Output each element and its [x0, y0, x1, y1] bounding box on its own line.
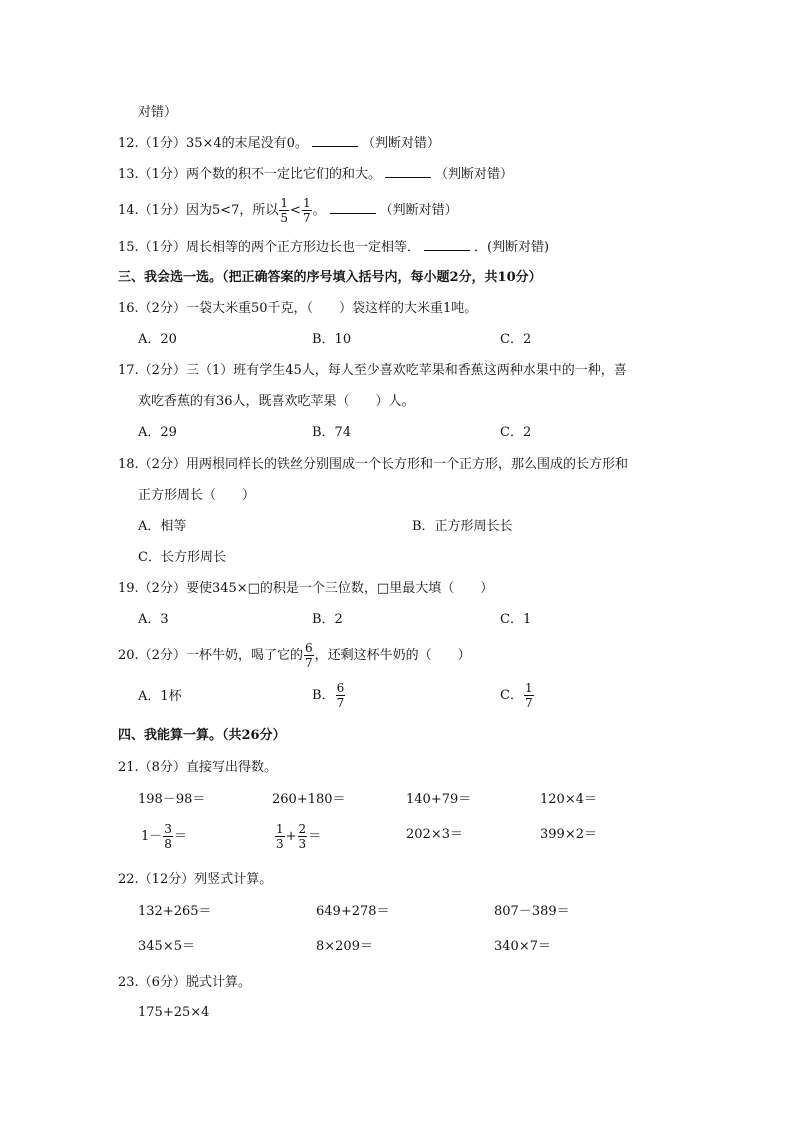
fraction-1-5: $\frac{1}{5}$: [280, 196, 289, 225]
question-12: [118, 134, 440, 153]
calc-22-2: 649+278＝: [316, 904, 390, 919]
question-21: 21.（8分）直接写出得数。: [118, 760, 277, 775]
answer-blank-15[interactable]: [424, 238, 470, 251]
answer-blank-13[interactable]: [385, 165, 431, 178]
option-20-b-label: B．: [312, 688, 335, 703]
option-20-c[interactable]: [500, 681, 535, 710]
calc-22-6: 340×7＝: [494, 939, 551, 954]
fraction-6-7-option: $\frac{6}{7}$: [336, 681, 345, 710]
question-22: 22.（12分）列竖式计算。: [118, 872, 273, 887]
question-18-line-2: 正方形周长（ ）: [138, 488, 256, 503]
calc-22-5: 8×209＝: [316, 939, 373, 954]
question-20: [118, 641, 471, 670]
section-4-heading: 四、我能算一算。（共26分）: [118, 728, 286, 743]
less-than-sign: <: [290, 203, 301, 218]
period: 。: [312, 203, 326, 218]
calc-21-8: 399×2＝: [540, 827, 597, 842]
option-18-b[interactable]: B．正方形周长长: [412, 519, 513, 534]
question-15-text: 15.（1分）周长相等的两个正方形边长也一定相等．: [118, 240, 420, 255]
fraction-1-3: $\frac{1}{3}$: [276, 822, 284, 851]
fraction-1-7-option: $\frac{1}{7}$: [524, 681, 533, 710]
calc-21-3: 140+79＝: [406, 792, 472, 807]
question-16: 16.（2分）一袋大米重50千克，（ ）袋这样的大米重1吨。: [118, 301, 478, 316]
calc-22-3: 807－389＝: [494, 904, 570, 919]
option-18-c[interactable]: C．长方形周长: [138, 550, 226, 565]
calc-21-2: 260+180＝: [272, 792, 346, 807]
option-20-b[interactable]: [312, 681, 346, 710]
option-19-b[interactable]: B．2: [312, 612, 343, 627]
answer-blank-12[interactable]: [312, 134, 358, 147]
question-20-text: 20.（2分）一杯牛奶，喝了它的: [118, 648, 303, 663]
fraction-3-8: $\frac{3}{8}$: [164, 822, 172, 851]
question-14-text: 14.（1分）因为5<7，所以: [118, 203, 279, 218]
answer-blank-14[interactable]: [330, 201, 376, 214]
option-20-a[interactable]: A．1杯: [138, 689, 182, 704]
question-12-text: 12.（1分）35×4的末尾没有0。: [118, 136, 308, 151]
question-19: 19.（2分）要使345×□的积是一个三位数，□里最大填（ ）: [118, 581, 494, 596]
calc-23-1: 175+25×4: [138, 1005, 210, 1020]
option-16-b[interactable]: B．10: [312, 332, 352, 347]
calc-22-1: 132+265＝: [138, 904, 212, 919]
calc-21-4: 120×4＝: [540, 792, 597, 807]
calc-22-4: 345×5＝: [138, 939, 195, 954]
question-13: [118, 165, 513, 184]
question-17-line-2: 欢吃香蕉的有36人，既喜欢吃苹果（ ）人。: [138, 394, 415, 409]
question-17-line-1: 17.（2分）三（1）班有学生45人，每人至少喜欢吃苹果和香蕉这两种水果中的一种，喜: [118, 363, 627, 378]
question-15-tail: ．(判断对错): [473, 240, 550, 255]
line-continuation: 对错）: [138, 105, 178, 120]
option-17-b[interactable]: B．74: [312, 425, 352, 440]
calc-21-6: [274, 822, 321, 851]
question-13-tail: （判断对错）: [434, 167, 513, 182]
question-12-tail: （判断对错）: [361, 136, 440, 151]
equals-sign: ＝: [173, 829, 187, 844]
question-13-text: 13.（1分）两个数的积不一定比它们的和大。: [118, 167, 381, 182]
fraction-1-7: $\frac{1}{7}$: [302, 196, 311, 225]
calc-21-7: 202×3＝: [406, 827, 463, 842]
fraction-2-3: $\frac{2}{3}$: [298, 822, 307, 851]
question-20-tail: ，还剩这杯牛奶的（ ）: [314, 648, 471, 663]
calc-21-5: [141, 822, 187, 851]
section-3-heading: 三、我会选一选。（把正确答案的序号填入括号内，每小题2分，共10分）: [118, 270, 542, 285]
option-18-a[interactable]: A．相等: [138, 519, 187, 534]
option-17-a[interactable]: A．29: [138, 425, 177, 440]
option-16-a[interactable]: A．20: [138, 332, 177, 347]
question-23: 23.（6分）脱式计算。: [118, 975, 251, 990]
question-14: [118, 196, 458, 225]
question-14-tail: （判断对错）: [379, 203, 458, 218]
equals-sign: ＝: [308, 829, 322, 844]
question-18-line-1: 18.（2分）用两根同样长的铁丝分别围成一个长方形和一个正方形，那么围成的长方形和: [118, 457, 628, 472]
fraction-6-7: $\frac{6}{7}$: [304, 641, 313, 670]
option-19-c[interactable]: C．1: [500, 612, 532, 627]
plus-sign: +: [285, 829, 297, 844]
option-19-a[interactable]: A．3: [138, 612, 169, 627]
option-17-c[interactable]: C．2: [500, 425, 532, 440]
calc-21-1: 198－98＝: [138, 792, 206, 807]
option-20-c-label: C．: [500, 688, 523, 703]
question-15: [118, 238, 549, 257]
option-16-c[interactable]: C．2: [500, 332, 532, 347]
calc-21-5-prefix: 1－: [141, 829, 163, 844]
